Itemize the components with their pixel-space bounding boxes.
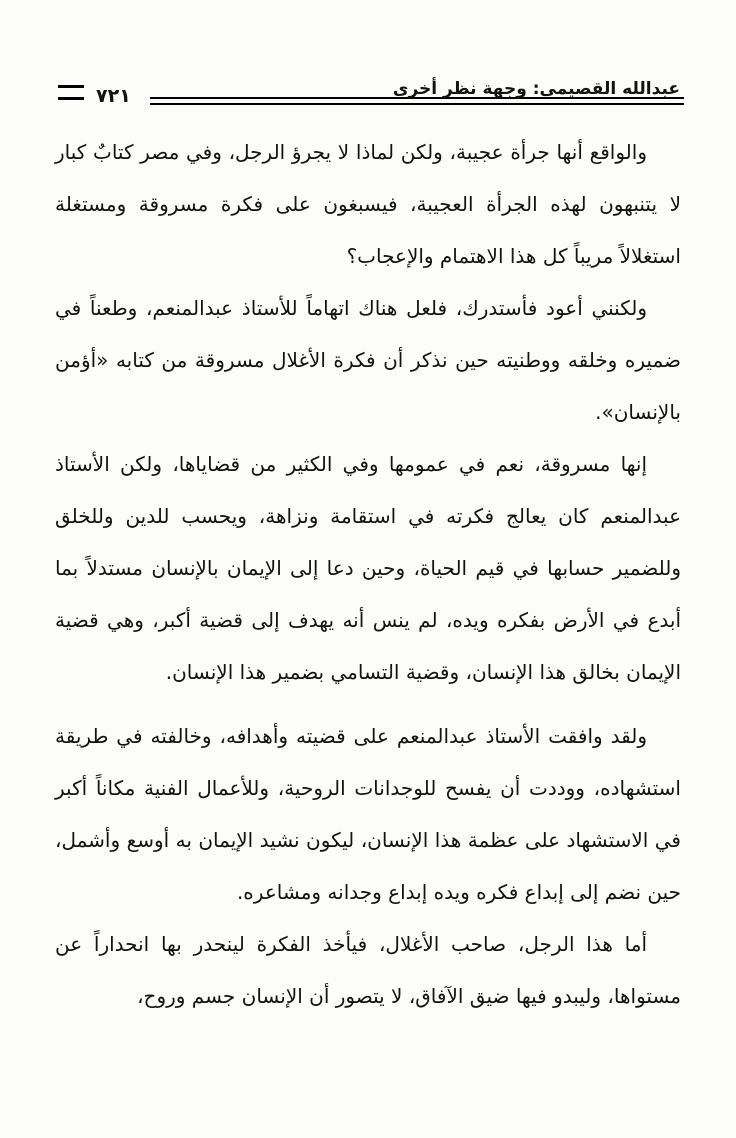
paragraph: ولقد وافقت الأستاذ عبدالمنعم على قضيته وأهدافه، وخالفته في طريقة استشهاده، ووددت أن يفسح للوجدانات الروحية، وللأعمال الفنية مكاناً أكبر في الاستشهاد على عظمة هذا الإنسان، ليكون نشيد الإيمان به أوسع وأشمل، حين نضم إلى إبداع فكره ويده إبداع وجدانه ومشاعره.	[55, 724, 681, 904]
paragraph: إنها مسروقة، نعم في عمومها وفي الكثير من قضاياها، ولكن الأستاذ عبدالمنعم كان يعالج فكرته في استقامة ونزاهة، ويحسب للدين وللخلق وللضمير حسابها في قيم الحياة، وحين دعا إلى الإيمان بالإنسان مستدلاً بما أبدع في الأرض بفكره ويده، لم ينس أنه يهدف إلى قضية أكبر، وهي قضية الإيمان بخالق هذا الإنسان، وقضية التسامي بضمير هذا الإنسان.	[55, 452, 681, 684]
paragraph: ولكنني أعود فأستدرك، فلعل هناك اتهاماً للأستاذ عبدالمنعم، وطعناً في ضميره وخلقه ووطنيته حين نذكر أن فكرة الأغلال مسروقة من كتابه «أؤمن بالإنسان».	[55, 296, 681, 424]
paragraph: والواقع أنها جرأة عجيبة، ولكن لماذا لا يجرؤ الرجل، وفي مصر كتابٌ كبار لا يتنبهون لهذه الجرأة العجيبة، فيسبغون على فكرة مسروقة ومستغلة استغلالاً مريباً كل هذا الاهتمام والإعجاب؟	[55, 140, 681, 268]
page-header	[0, 70, 736, 110]
paragraph: أما هذا الرجل، صاحب الأغلال، فيأخذ الفكرة لينحدر بها انحداراً عن مستواها، وليبدو فيها ضيق الآفاق، لا يتصور أن الإنسان جسم وروح،	[55, 932, 681, 1008]
margin-dash-icon	[58, 85, 84, 100]
page-number: ٧٢١	[96, 85, 131, 107]
running-header-title: عبدالله القصيمي: وجهة نظر أخرى	[392, 79, 680, 99]
page-body	[55, 126, 681, 1022]
